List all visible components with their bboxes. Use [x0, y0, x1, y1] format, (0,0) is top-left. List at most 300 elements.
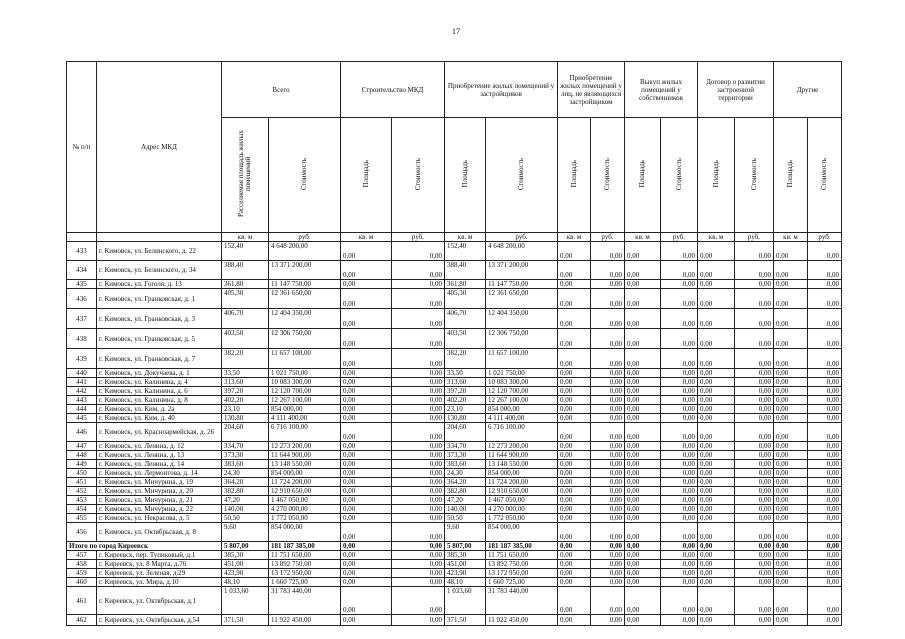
address-cell: г. Кимовск, ул. Красноармейская, д. 26 [97, 423, 222, 442]
area-cell: 0,00 [341, 615, 392, 626]
area-cell: 0,00 [774, 496, 808, 505]
area-cell: 0,00 [558, 280, 591, 289]
total-cost-cell: 181 187 385,00 [269, 542, 341, 551]
cost-cell: 0,00 [735, 349, 774, 369]
cost-cell: 0,00 [735, 242, 774, 261]
cost-cell: 0,00 [591, 405, 625, 414]
group-territory-header: Договор о развитии застроенной территории [698, 62, 774, 118]
area-cell: 0,00 [341, 309, 392, 329]
cost-cell: 0,00 [591, 496, 625, 505]
row-number-cell: 448 [67, 451, 97, 460]
cost-cell: 0,00 [591, 242, 625, 261]
cost-cell: 0,00 [661, 261, 698, 280]
area-cell: 130,80 [445, 414, 486, 423]
area-cell: 0,00 [625, 309, 661, 329]
cost-cell: 0,00 [808, 423, 842, 442]
cost-cell: 0,00 [661, 560, 698, 569]
table-row [67, 396, 842, 405]
cost-cell: 0,00 [392, 451, 445, 460]
area-cell: 0,00 [625, 523, 661, 542]
area-cell: 0,00 [341, 587, 392, 615]
cost-cell: 0,00 [591, 542, 625, 551]
area-cell: 0,00 [625, 289, 661, 309]
cost-cell: 854 000,00 [486, 469, 558, 478]
total-cost-cell: 12 361 650,00 [269, 289, 341, 309]
table-row [67, 523, 842, 542]
area-cell: 0,00 [774, 560, 808, 569]
area-cell: 50,50 [445, 514, 486, 523]
total-cost-cell: 1 021 750,00 [269, 369, 341, 378]
cost-cell: 0,00 [591, 469, 625, 478]
table-row [67, 378, 842, 387]
area-cell: 0,00 [698, 578, 735, 587]
total-area-cell: 152,40 [222, 242, 269, 261]
row-number-cell: 441 [67, 378, 97, 387]
total-cost-cell: 13 148 550,00 [269, 460, 341, 469]
cost-cell: 0,00 [808, 469, 842, 478]
cost-cell: 0,00 [808, 560, 842, 569]
cost-cell: 12 361 650,00 [486, 289, 558, 309]
area-cell: 0,00 [558, 378, 591, 387]
unit-cell: кв. м [625, 233, 661, 242]
cost-cell: 0,00 [392, 487, 445, 496]
group-total-header: Всего [222, 62, 341, 118]
table-row [67, 451, 842, 460]
area-cell: 0,00 [341, 505, 392, 514]
cost-cell: 0,00 [808, 405, 842, 414]
unit-cell: руб. [486, 233, 558, 242]
cost-cell: 6 716 100,00 [486, 423, 558, 442]
total-area-cell: 23,10 [222, 405, 269, 414]
address-cell: г. Кимовск, ул. Гранковская, д. 5 [97, 329, 222, 349]
area-cell: 0,00 [774, 378, 808, 387]
area-cell: 0,00 [558, 487, 591, 496]
cost-cell: 0,00 [591, 523, 625, 542]
area-cell: 0,00 [774, 309, 808, 329]
area-cell: 334,70 [445, 442, 486, 451]
cost-cell: 0,00 [735, 514, 774, 523]
cost-cell: 0,00 [808, 309, 842, 329]
cost-cell: 0,00 [661, 578, 698, 587]
cost-cell: 0,00 [591, 569, 625, 578]
cost-cell: 0,00 [591, 578, 625, 587]
area-cell: 0,00 [774, 615, 808, 626]
group-buyout-header: Выкуп жилых помещений у собственников [625, 62, 698, 118]
cost-cell: 12 306 750,00 [486, 329, 558, 349]
area-cell: 48,10 [445, 578, 486, 587]
total-cost-cell: 1 467 050,00 [269, 496, 341, 505]
subheader-cost: Стоимость [735, 118, 774, 233]
cost-cell: 0,00 [392, 587, 445, 615]
unit-cell: руб. [661, 233, 698, 242]
total-cost-cell: 11 657 100,00 [269, 349, 341, 369]
cost-cell: 12 120 700,00 [486, 387, 558, 396]
area-cell: 0,00 [625, 615, 661, 626]
resettlement-table-wrapper [66, 61, 842, 626]
total-cost-cell: 12 267 100,00 [269, 396, 341, 405]
address-cell: г. Киреевск, ул. Октябрьская, д.54 [97, 615, 222, 626]
cost-cell: 0,00 [392, 560, 445, 569]
area-cell: 383,60 [445, 460, 486, 469]
cost-cell: 0,00 [808, 387, 842, 396]
subheader-cost: Стоимость [808, 118, 842, 233]
cost-cell: 11 147 750,00 [486, 280, 558, 289]
cost-cell: 0,00 [392, 523, 445, 542]
cost-cell: 0,00 [661, 523, 698, 542]
area-cell: 24,30 [445, 469, 486, 478]
address-cell: г. Киреевск, ул. Мира, д.10 [97, 578, 222, 587]
total-area-cell: 402,20 [222, 396, 269, 405]
cost-cell: 0,00 [591, 309, 625, 329]
area-cell: 0,00 [698, 523, 735, 542]
unit-cell: руб. [269, 233, 341, 242]
cost-cell: 0,00 [392, 242, 445, 261]
row-number-cell: 459 [67, 569, 97, 578]
area-cell: 0,00 [341, 569, 392, 578]
area-cell: 0,00 [698, 496, 735, 505]
cost-cell: 0,00 [591, 369, 625, 378]
row-number-cell: 450 [67, 469, 97, 478]
cost-cell: 0,00 [661, 469, 698, 478]
area-cell: 0,00 [341, 460, 392, 469]
area-cell: 0,00 [558, 551, 591, 560]
area-cell: 0,00 [625, 487, 661, 496]
area-cell: 0,00 [625, 378, 661, 387]
area-cell: 451,00 [445, 560, 486, 569]
total-cost-cell: 6 716 100,00 [269, 423, 341, 442]
area-cell: 0,00 [558, 405, 591, 414]
area-cell: 0,00 [558, 615, 591, 626]
table-row [67, 423, 842, 442]
cost-cell: 0,00 [392, 405, 445, 414]
address-cell: г. Кимовск, ул. Ленина, д. 14 [97, 460, 222, 469]
cost-cell: 0,00 [735, 451, 774, 460]
cost-cell: 0,00 [661, 289, 698, 309]
cost-cell: 0,00 [808, 261, 842, 280]
cost-cell: 0,00 [392, 423, 445, 442]
total-cost-cell: 12 120 700,00 [269, 387, 341, 396]
cost-cell: 0,00 [392, 551, 445, 560]
address-cell: г. Кимовск, ул. Октябрьская, д. 8 [97, 523, 222, 542]
area-cell: 364,20 [445, 478, 486, 487]
area-cell: 0,00 [698, 451, 735, 460]
area-cell: 140,00 [445, 505, 486, 514]
area-cell: 0,00 [341, 280, 392, 289]
cost-cell: 0,00 [808, 329, 842, 349]
address-cell: г. Кимовск, ул. Ким, д. 2а [97, 405, 222, 414]
cost-cell: 0,00 [735, 505, 774, 514]
area-cell: 0,00 [774, 329, 808, 349]
area-cell: 0,00 [698, 442, 735, 451]
area-cell: 0,00 [774, 587, 808, 615]
cost-cell: 0,00 [808, 289, 842, 309]
cost-cell: 0,00 [735, 387, 774, 396]
row-number-cell: 433 [67, 242, 97, 261]
total-area-cell: 33,50 [222, 369, 269, 378]
row-number-cell: 451 [67, 478, 97, 487]
cost-cell: 854 000,00 [486, 523, 558, 542]
total-area-cell: 373,30 [222, 451, 269, 460]
area-cell: 0,00 [558, 396, 591, 405]
area-cell: 0,00 [625, 460, 661, 469]
total-area-cell: 313,60 [222, 378, 269, 387]
area-cell: 0,00 [341, 578, 392, 587]
cost-cell: 0,00 [591, 396, 625, 405]
area-cell: 0,00 [558, 442, 591, 451]
subheader-area: Площадь [558, 118, 591, 233]
total-area-cell: 371,50 [222, 615, 269, 626]
total-area-cell: 423,90 [222, 569, 269, 578]
total-cost-cell: 12 910 650,00 [269, 487, 341, 496]
row-number-cell: 439 [67, 349, 97, 369]
cost-cell: 0,00 [392, 569, 445, 578]
cost-cell: 0,00 [591, 478, 625, 487]
row-number-cell: 453 [67, 496, 97, 505]
cost-cell: 0,00 [735, 523, 774, 542]
cost-cell: 11 657 100,00 [486, 349, 558, 369]
cost-cell: 0,00 [392, 387, 445, 396]
unit-cell: кв. м [445, 233, 486, 242]
cost-cell: 0,00 [808, 505, 842, 514]
cost-cell: 0,00 [735, 423, 774, 442]
cost-cell: 0,00 [808, 414, 842, 423]
total-area-cell: 47,20 [222, 496, 269, 505]
group-nondeveloper-purchase-header: Приобретение жилых помещений у лиц, не являющихся застройщиком [558, 62, 625, 118]
table-header [67, 62, 842, 242]
subheader-cost: Стоимость [591, 118, 625, 233]
area-cell: 403,50 [445, 329, 486, 349]
cost-cell: 0,00 [661, 369, 698, 378]
table-row [67, 578, 842, 587]
table-row [67, 309, 842, 329]
cost-cell: 0,00 [392, 442, 445, 451]
area-cell: 406,70 [445, 309, 486, 329]
table-row [67, 405, 842, 414]
unit-cell: руб. [591, 233, 625, 242]
row-number-cell: 436 [67, 289, 97, 309]
area-cell: 0,00 [558, 496, 591, 505]
table-row [67, 329, 842, 349]
cost-cell: 0,00 [392, 309, 445, 329]
area-cell: 388,40 [445, 261, 486, 280]
cost-cell: 0,00 [735, 560, 774, 569]
total-label-cell: Итого по город Киреевск [67, 542, 222, 551]
table-row [67, 442, 842, 451]
cost-cell: 0,00 [392, 478, 445, 487]
area-cell: 0,00 [558, 423, 591, 442]
cost-cell: 0,00 [392, 496, 445, 505]
total-cost-cell: 13 371 200,00 [269, 261, 341, 280]
resettlement-table [66, 61, 842, 626]
total-area-cell: 405,30 [222, 289, 269, 309]
cost-cell: 1 021 750,00 [486, 369, 558, 378]
address-cell: г. Кимовск, ул. Некрасова, д. 5 [97, 514, 222, 523]
area-cell: 0,00 [558, 387, 591, 396]
cost-cell: 31 783 440,00 [486, 587, 558, 615]
area-cell: 0,00 [625, 542, 661, 551]
cost-cell: 0,00 [392, 414, 445, 423]
cost-cell: 0,00 [392, 289, 445, 309]
area-cell: 0,00 [698, 280, 735, 289]
group-other-header: Другие [774, 62, 842, 118]
area-cell: 0,00 [625, 387, 661, 396]
area-cell: 0,00 [625, 451, 661, 460]
total-area-cell: 397,20 [222, 387, 269, 396]
subheader-area: Площадь [625, 118, 661, 233]
row-number-cell: 444 [67, 405, 97, 414]
cost-cell: 11 922 450,00 [486, 615, 558, 626]
area-cell: 0,00 [558, 460, 591, 469]
cost-cell: 0,00 [661, 378, 698, 387]
cost-cell: 0,00 [392, 460, 445, 469]
cost-cell: 0,00 [808, 496, 842, 505]
row-number-cell: 438 [67, 329, 97, 349]
area-cell: 0,00 [341, 478, 392, 487]
cost-cell: 0,00 [591, 261, 625, 280]
address-cell: г. Кимовск, ул. Мичурина, д. 20 [97, 487, 222, 496]
row-number-cell: 452 [67, 487, 97, 496]
cost-cell: 0,00 [808, 442, 842, 451]
cost-cell: 0,00 [735, 578, 774, 587]
cost-cell: 0,00 [808, 369, 842, 378]
area-cell: 0,00 [698, 514, 735, 523]
area-cell: 0,00 [625, 587, 661, 615]
area-cell: 0,00 [341, 496, 392, 505]
total-area-cell: 24,30 [222, 469, 269, 478]
area-cell: 0,00 [698, 615, 735, 626]
area-cell: 0,00 [698, 423, 735, 442]
cost-cell: 0,00 [661, 487, 698, 496]
area-cell: 0,00 [558, 514, 591, 523]
area-cell: 0,00 [774, 349, 808, 369]
total-cost-cell: 12 306 750,00 [269, 329, 341, 349]
area-cell: 405,30 [445, 289, 486, 309]
cost-cell: 0,00 [808, 551, 842, 560]
subheader-area: Площадь [445, 118, 486, 233]
area-cell: 0,00 [698, 478, 735, 487]
row-number-cell: 440 [67, 369, 97, 378]
cost-cell: 0,00 [591, 487, 625, 496]
area-cell: 423,90 [445, 569, 486, 578]
area-cell: 0,00 [341, 405, 392, 414]
area-cell: 0,00 [774, 478, 808, 487]
cost-cell: 0,00 [661, 478, 698, 487]
area-cell: 9,60 [445, 523, 486, 542]
cost-cell: 0,00 [392, 469, 445, 478]
total-cost-cell: 12 404 350,00 [269, 309, 341, 329]
area-cell: 0,00 [341, 442, 392, 451]
area-cell: 0,00 [698, 560, 735, 569]
area-cell: 0,00 [558, 587, 591, 615]
cost-cell: 0,00 [392, 505, 445, 514]
subheader-area: Площадь [774, 118, 808, 233]
table-body [67, 242, 842, 626]
area-cell: 0,00 [625, 551, 661, 560]
cost-cell: 0,00 [808, 569, 842, 578]
area-cell: 0,00 [341, 423, 392, 442]
address-cell: г. Кимовск, ул. Гранковская, д. 7 [97, 349, 222, 369]
area-cell: 0,00 [341, 451, 392, 460]
area-cell: 204,60 [445, 423, 486, 442]
total-cost-cell: 4 111 400,00 [269, 414, 341, 423]
area-cell: 0,00 [774, 280, 808, 289]
cost-cell: 0,00 [661, 505, 698, 514]
total-area-cell: 361,80 [222, 280, 269, 289]
area-cell: 0,00 [341, 551, 392, 560]
area-cell: 0,00 [558, 505, 591, 514]
cost-cell: 0,00 [735, 309, 774, 329]
area-cell: 0,00 [341, 242, 392, 261]
cost-cell: 12 273 200,00 [486, 442, 558, 451]
address-cell: г. Киреевск, пер. Тупиковый, д.1 [97, 551, 222, 560]
cost-cell: 0,00 [392, 578, 445, 587]
cost-cell: 0,00 [808, 460, 842, 469]
total-area-cell: 403,50 [222, 329, 269, 349]
cost-cell: 0,00 [661, 414, 698, 423]
address-cell: г. Кимовск, ул. Ким, д. 40 [97, 414, 222, 423]
row-number-cell: 455 [67, 514, 97, 523]
area-cell: 0,00 [625, 560, 661, 569]
address-cell: г. Киреевск, ул. Октябрьская, д.1 [97, 587, 222, 615]
row-number-cell: 437 [67, 309, 97, 329]
area-cell: 0,00 [774, 289, 808, 309]
area-cell: 0,00 [558, 560, 591, 569]
cost-cell: 0,00 [661, 309, 698, 329]
row-number-cell: 456 [67, 523, 97, 542]
row-number-cell: 449 [67, 460, 97, 469]
cost-cell: 0,00 [808, 396, 842, 405]
area-cell: 0,00 [774, 423, 808, 442]
row-number-cell: 458 [67, 560, 97, 569]
cost-cell: 0,00 [591, 451, 625, 460]
unit-empty [97, 233, 222, 242]
cost-cell: 0,00 [661, 242, 698, 261]
group-developer-purchase-header: Приобретение жилых помещений у застройщиков [445, 62, 558, 118]
area-cell: 0,00 [698, 378, 735, 387]
area-cell: 0,00 [341, 387, 392, 396]
cost-cell: 0,00 [591, 505, 625, 514]
cost-cell: 0,00 [591, 442, 625, 451]
area-cell: 0,00 [625, 369, 661, 378]
table-row [67, 496, 842, 505]
cost-cell: 0,00 [392, 329, 445, 349]
cost-cell: 0,00 [392, 369, 445, 378]
area-cell: 0,00 [558, 523, 591, 542]
area-cell: 0,00 [558, 469, 591, 478]
row-number-cell: 462 [67, 615, 97, 626]
area-cell: 0,00 [774, 451, 808, 460]
cost-cell: 13 371 200,00 [486, 261, 558, 280]
unit-cell: руб. [392, 233, 445, 242]
area-cell: 0,00 [341, 560, 392, 569]
address-cell: г. Киреевск, ул. 8 Марта, д.76 [97, 560, 222, 569]
area-cell: 0,00 [625, 442, 661, 451]
area-cell: 0,00 [625, 349, 661, 369]
total-cost-cell: 31 783 440,00 [269, 587, 341, 615]
cost-cell: 0,00 [735, 414, 774, 423]
area-cell: 0,00 [558, 329, 591, 349]
cost-cell: 0,00 [392, 542, 445, 551]
total-area-cell: 5 807,00 [222, 542, 269, 551]
cost-cell: 0,00 [735, 551, 774, 560]
cost-cell: 0,00 [392, 280, 445, 289]
area-cell: 0,00 [625, 242, 661, 261]
cost-cell: 0,00 [591, 423, 625, 442]
subheader-area: Площадь [698, 118, 735, 233]
cost-cell: 0,00 [735, 329, 774, 349]
cost-cell: 0,00 [735, 569, 774, 578]
subheader-resettled-area: Расселяемая площадь жилых помещений [222, 118, 269, 233]
